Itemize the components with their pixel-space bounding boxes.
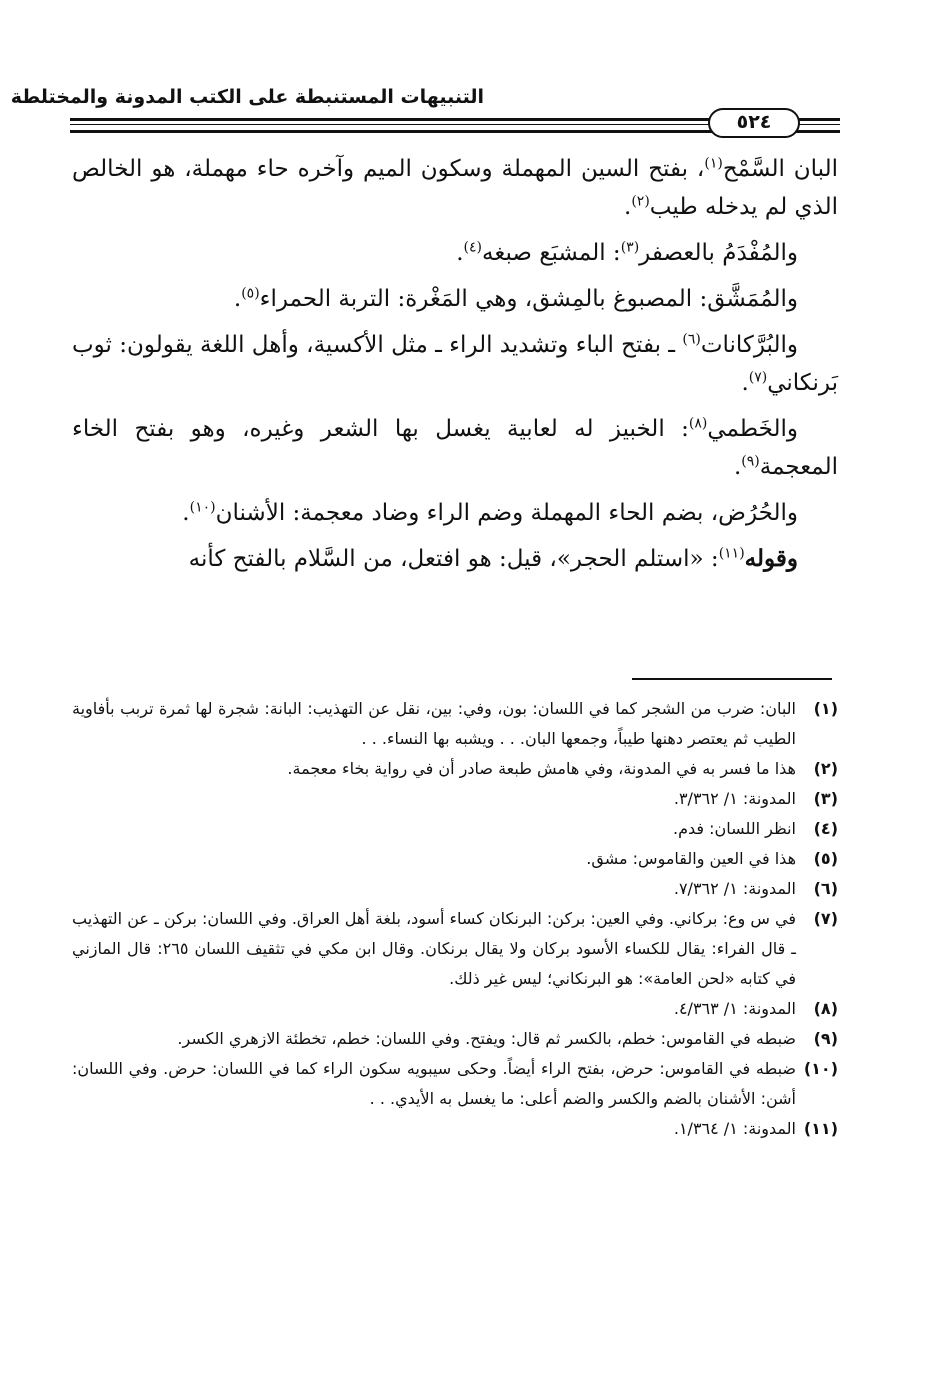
text-run: ، بفتح السين المهملة وسكون الميم وآخره حاء مهملة، هو الخالص الذي لم يدخله طيب xyxy=(72,156,838,220)
footnote-text: المدونة: ١/ ١/٣٦٤. xyxy=(673,1119,796,1138)
footnote-item xyxy=(72,694,838,754)
text-run: : الخبيز له لعابية يغسل بها الشعر وغيره، وهو بفتح الخاء المعجمة xyxy=(72,416,838,480)
footnote-item xyxy=(72,1054,838,1114)
paragraph-1 xyxy=(72,150,838,226)
footnote-item xyxy=(72,994,838,1024)
footnote-item xyxy=(72,904,838,994)
text-run: والبُرَّكانات xyxy=(700,332,798,358)
page-number-badge: ٥٢٤ xyxy=(708,108,800,138)
footnote-number: (٥) xyxy=(813,849,838,868)
footnote-ref[interactable]: (٤) xyxy=(463,239,483,256)
footnote-ref[interactable]: (٦) xyxy=(682,331,701,348)
text-run: . xyxy=(456,240,464,266)
footnote-number: (٤) xyxy=(813,819,838,838)
footnote-number: (٨) xyxy=(813,999,838,1018)
footnote-separator xyxy=(632,678,832,680)
text-run: . xyxy=(182,500,190,526)
footnote-ref[interactable]: (٢) xyxy=(631,193,650,210)
footnote-ref[interactable]: (٩) xyxy=(741,453,760,470)
text-run: . xyxy=(233,286,242,312)
footnote-text: ضبطه في القاموس: حرض، بفتح الراء أيضاً. وحكى سيبويه سكون الراء كما في اللسان: حرض. وفي اللسان: أشن: الأشنان بالضم والكسر والضم أعلى: ما يغسل به الأيدي. . . xyxy=(72,1059,796,1108)
footnote-item xyxy=(72,784,838,814)
text-run: . xyxy=(624,194,632,220)
paragraph-4 xyxy=(72,326,838,402)
footnote-ref[interactable]: (٨) xyxy=(688,415,708,432)
paragraph-2 xyxy=(72,234,838,272)
footnote-number: (١) xyxy=(813,699,838,718)
text-run: والخَطمي xyxy=(707,416,798,442)
footnote-ref[interactable]: (٧) xyxy=(748,369,768,386)
footnote-number: (٧) xyxy=(813,909,838,928)
text-run: والمُفْدَمُ بالعصفر xyxy=(639,240,798,266)
footnote-ref[interactable]: (١١) xyxy=(718,545,745,562)
footnote-text: هذا في العين والقاموس: مشق. xyxy=(586,849,796,868)
footnote-item xyxy=(72,754,838,784)
footnote-item xyxy=(72,874,838,904)
footnote-text: هذا ما فسر به في المدونة، وفي هامش طبعة صادر أن في رواية بخاء معجمة. xyxy=(287,759,796,778)
text-run: . xyxy=(733,454,742,480)
lead-word: وقوله xyxy=(744,545,798,572)
footnote-text: انظر اللسان: فدم. xyxy=(673,819,796,838)
footnote-text: في س وع: بركاني. وفي العين: بركن: البرنكان كساء أسود، بلغة أهل العراق. وفي اللسان: بركن ـ عن التهذيب ـ قال الفراء: يقال للكساء الأسود بركان ولا يقال برنكان. وقال ابن مكي في تثقيف اللسان ٢٦٥: قال المازني في كتابه «لحن العامة»: هو البرنكاني؛ ليس غير ذلك. xyxy=(72,909,796,988)
footnote-ref[interactable]: (٥) xyxy=(241,285,260,302)
footnote-number: (٦) xyxy=(813,879,838,898)
footnote-ref[interactable]: (١٠) xyxy=(189,499,216,516)
text-run: والمُمَشَّق: المصبوغ بالمِشق، وهي المَغْرة: التربة الحمراء xyxy=(259,286,798,312)
footnote-ref[interactable]: (٣) xyxy=(620,239,640,256)
footnote-number: (٣) xyxy=(813,789,838,808)
footnote-text: المدونة: ١/ ٤/٣٦٣. xyxy=(673,999,796,1018)
footnotes xyxy=(72,694,838,1144)
text-run: : «استلم الحجر»، قيل: هو افتعل، من السَّلام بالفتح كأنه xyxy=(188,546,719,572)
paragraph-6 xyxy=(72,494,838,532)
footnote-text: المدونة: ١/ ٣/٣٦٢. xyxy=(673,789,796,808)
footnote-ref[interactable]: (١) xyxy=(704,155,723,172)
footnote-item xyxy=(72,844,838,874)
footnote-text: ضبطه في القاموس: خطم، بالكسر ثم قال: ويفتح. وفي اللسان: خطم، تخطئة الازهري الكسر. xyxy=(177,1029,796,1048)
footnote-number: (٢) xyxy=(813,759,838,778)
text-run: والحُرُض، بضم الحاء المهملة وضم الراء وضاد معجمة: الأشنان xyxy=(215,500,798,526)
footnote-text: المدونة: ١/ ٧/٣٦٢. xyxy=(673,879,796,898)
footnote-number: (٩) xyxy=(813,1029,838,1048)
text-run: . xyxy=(741,370,749,396)
main-text xyxy=(72,150,838,586)
text-run: ـ بفتح الباء وتشديد الراء ـ مثل الأكسية، وأهل اللغة يقولون: ثوب بَرنكاني xyxy=(72,332,838,396)
text-run: : المشبَع صبغه xyxy=(482,240,621,266)
paragraph-3 xyxy=(72,280,838,318)
text-run: البان السَّمْح xyxy=(722,156,838,182)
paragraph-5 xyxy=(72,410,838,486)
footnote-text: البان: ضرب من الشجر كما في اللسان: بون، وفي: بين، نقل عن التهذيب: البانة: شجرة لها ثمرة تربب بأفاوية الطيب ثم يعتصر دهنها طيباً، وجمعها البان. . . ويشبه بها النساء. . . xyxy=(72,699,796,748)
footnote-item xyxy=(72,1114,838,1144)
footnote-number: (١١) xyxy=(803,1119,838,1138)
footnote-item xyxy=(72,1024,838,1054)
footnote-number: (١٠) xyxy=(803,1059,838,1078)
running-title: التنبيهات المستنبطة على الكتب المدونة والمختلطة xyxy=(10,86,484,108)
paragraph-7 xyxy=(72,540,838,578)
footnote-item xyxy=(72,814,838,844)
